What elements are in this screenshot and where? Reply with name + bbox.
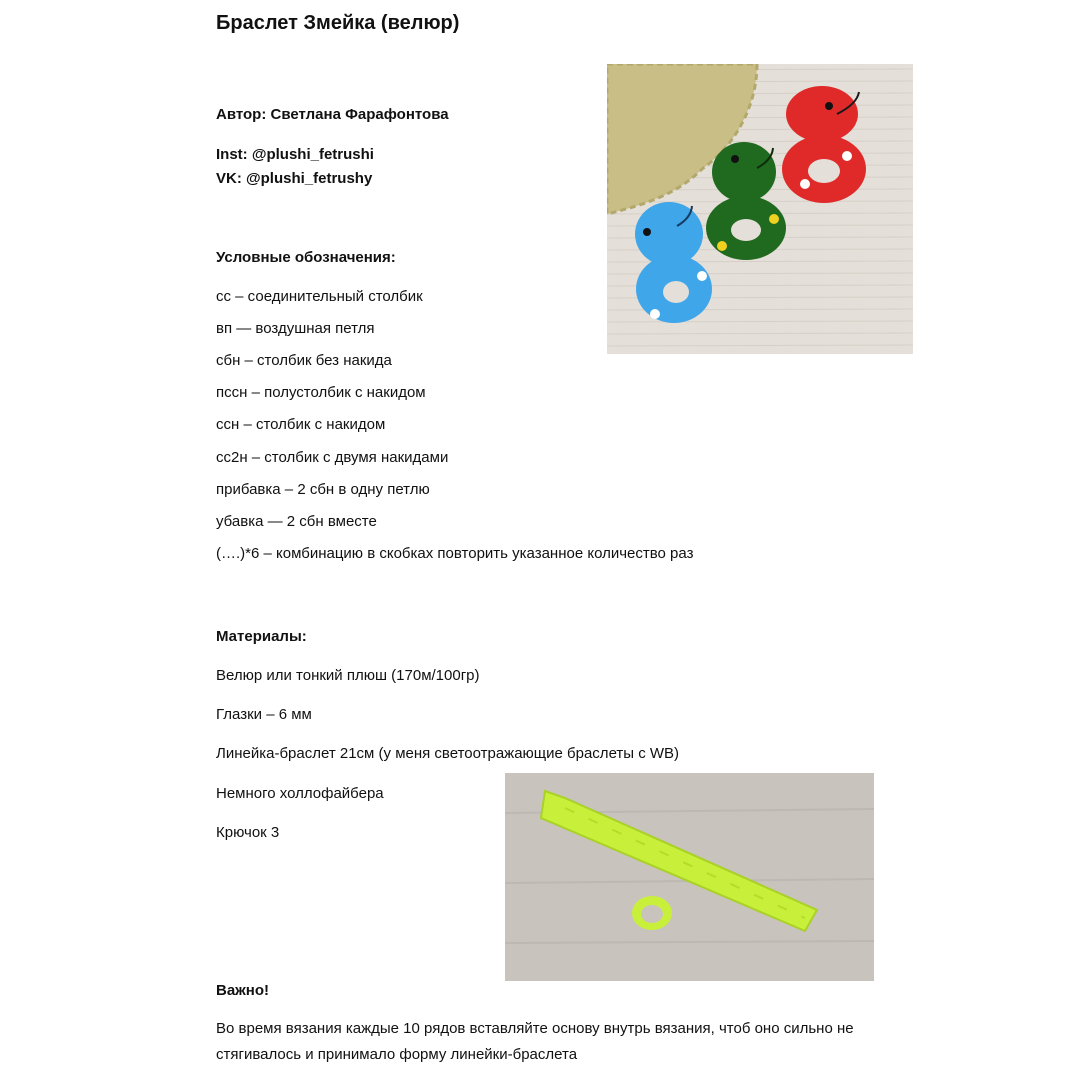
instagram-handle: Inst: @plushi_fetrushi xyxy=(216,146,374,163)
material-item: Немного холлофайбера xyxy=(216,785,384,802)
important-text-line: Во время вязания каждые 10 рядов вставляйте основу внутрь вязания, чтоб оно сильно не xyxy=(216,1020,854,1037)
bracelet-photo xyxy=(505,773,874,981)
legend-item: (….)*6 – комбинацию в скобках повторить указанное количество раз xyxy=(216,545,694,562)
snakes-photo xyxy=(607,64,913,354)
material-item: Крючок 3 xyxy=(216,824,280,841)
materials-heading: Материалы: xyxy=(216,628,307,645)
legend-heading: Условные обозначения: xyxy=(216,249,396,266)
legend-item: ссн – столбик с накидом xyxy=(216,416,386,433)
vk-handle: VK: @plushi_fetrushy xyxy=(216,170,373,187)
author-line: Автор: Светлана Фарафонтова xyxy=(216,106,449,123)
page-title: Браслет Змейка (велюр) xyxy=(216,12,460,34)
legend-item: сс – соединительный столбик xyxy=(216,288,423,305)
legend-item: прибавка – 2 сбн в одну петлю xyxy=(216,481,430,498)
material-item: Линейка-браслет 21см (у меня светоотражающие браслеты с WB) xyxy=(216,745,680,762)
legend-item: сс2н – столбик с двумя накидами xyxy=(216,449,449,466)
legend-item: убавка — 2 сбн вместе xyxy=(216,513,377,530)
material-item: Велюр или тонкий плюш (170м/100гр) xyxy=(216,667,480,684)
legend-item: сбн – столбик без накида xyxy=(216,352,392,369)
material-item: Глазки – 6 мм xyxy=(216,706,312,723)
legend-item: вп — воздушная петля xyxy=(216,320,375,337)
important-text-line: стягивалось и принимало форму линейки-браслета xyxy=(216,1046,578,1063)
important-heading: Важно! xyxy=(216,982,270,999)
rolled-bracelet xyxy=(632,896,672,930)
legend-item: пссн – полустолбик с накидом xyxy=(216,384,426,401)
